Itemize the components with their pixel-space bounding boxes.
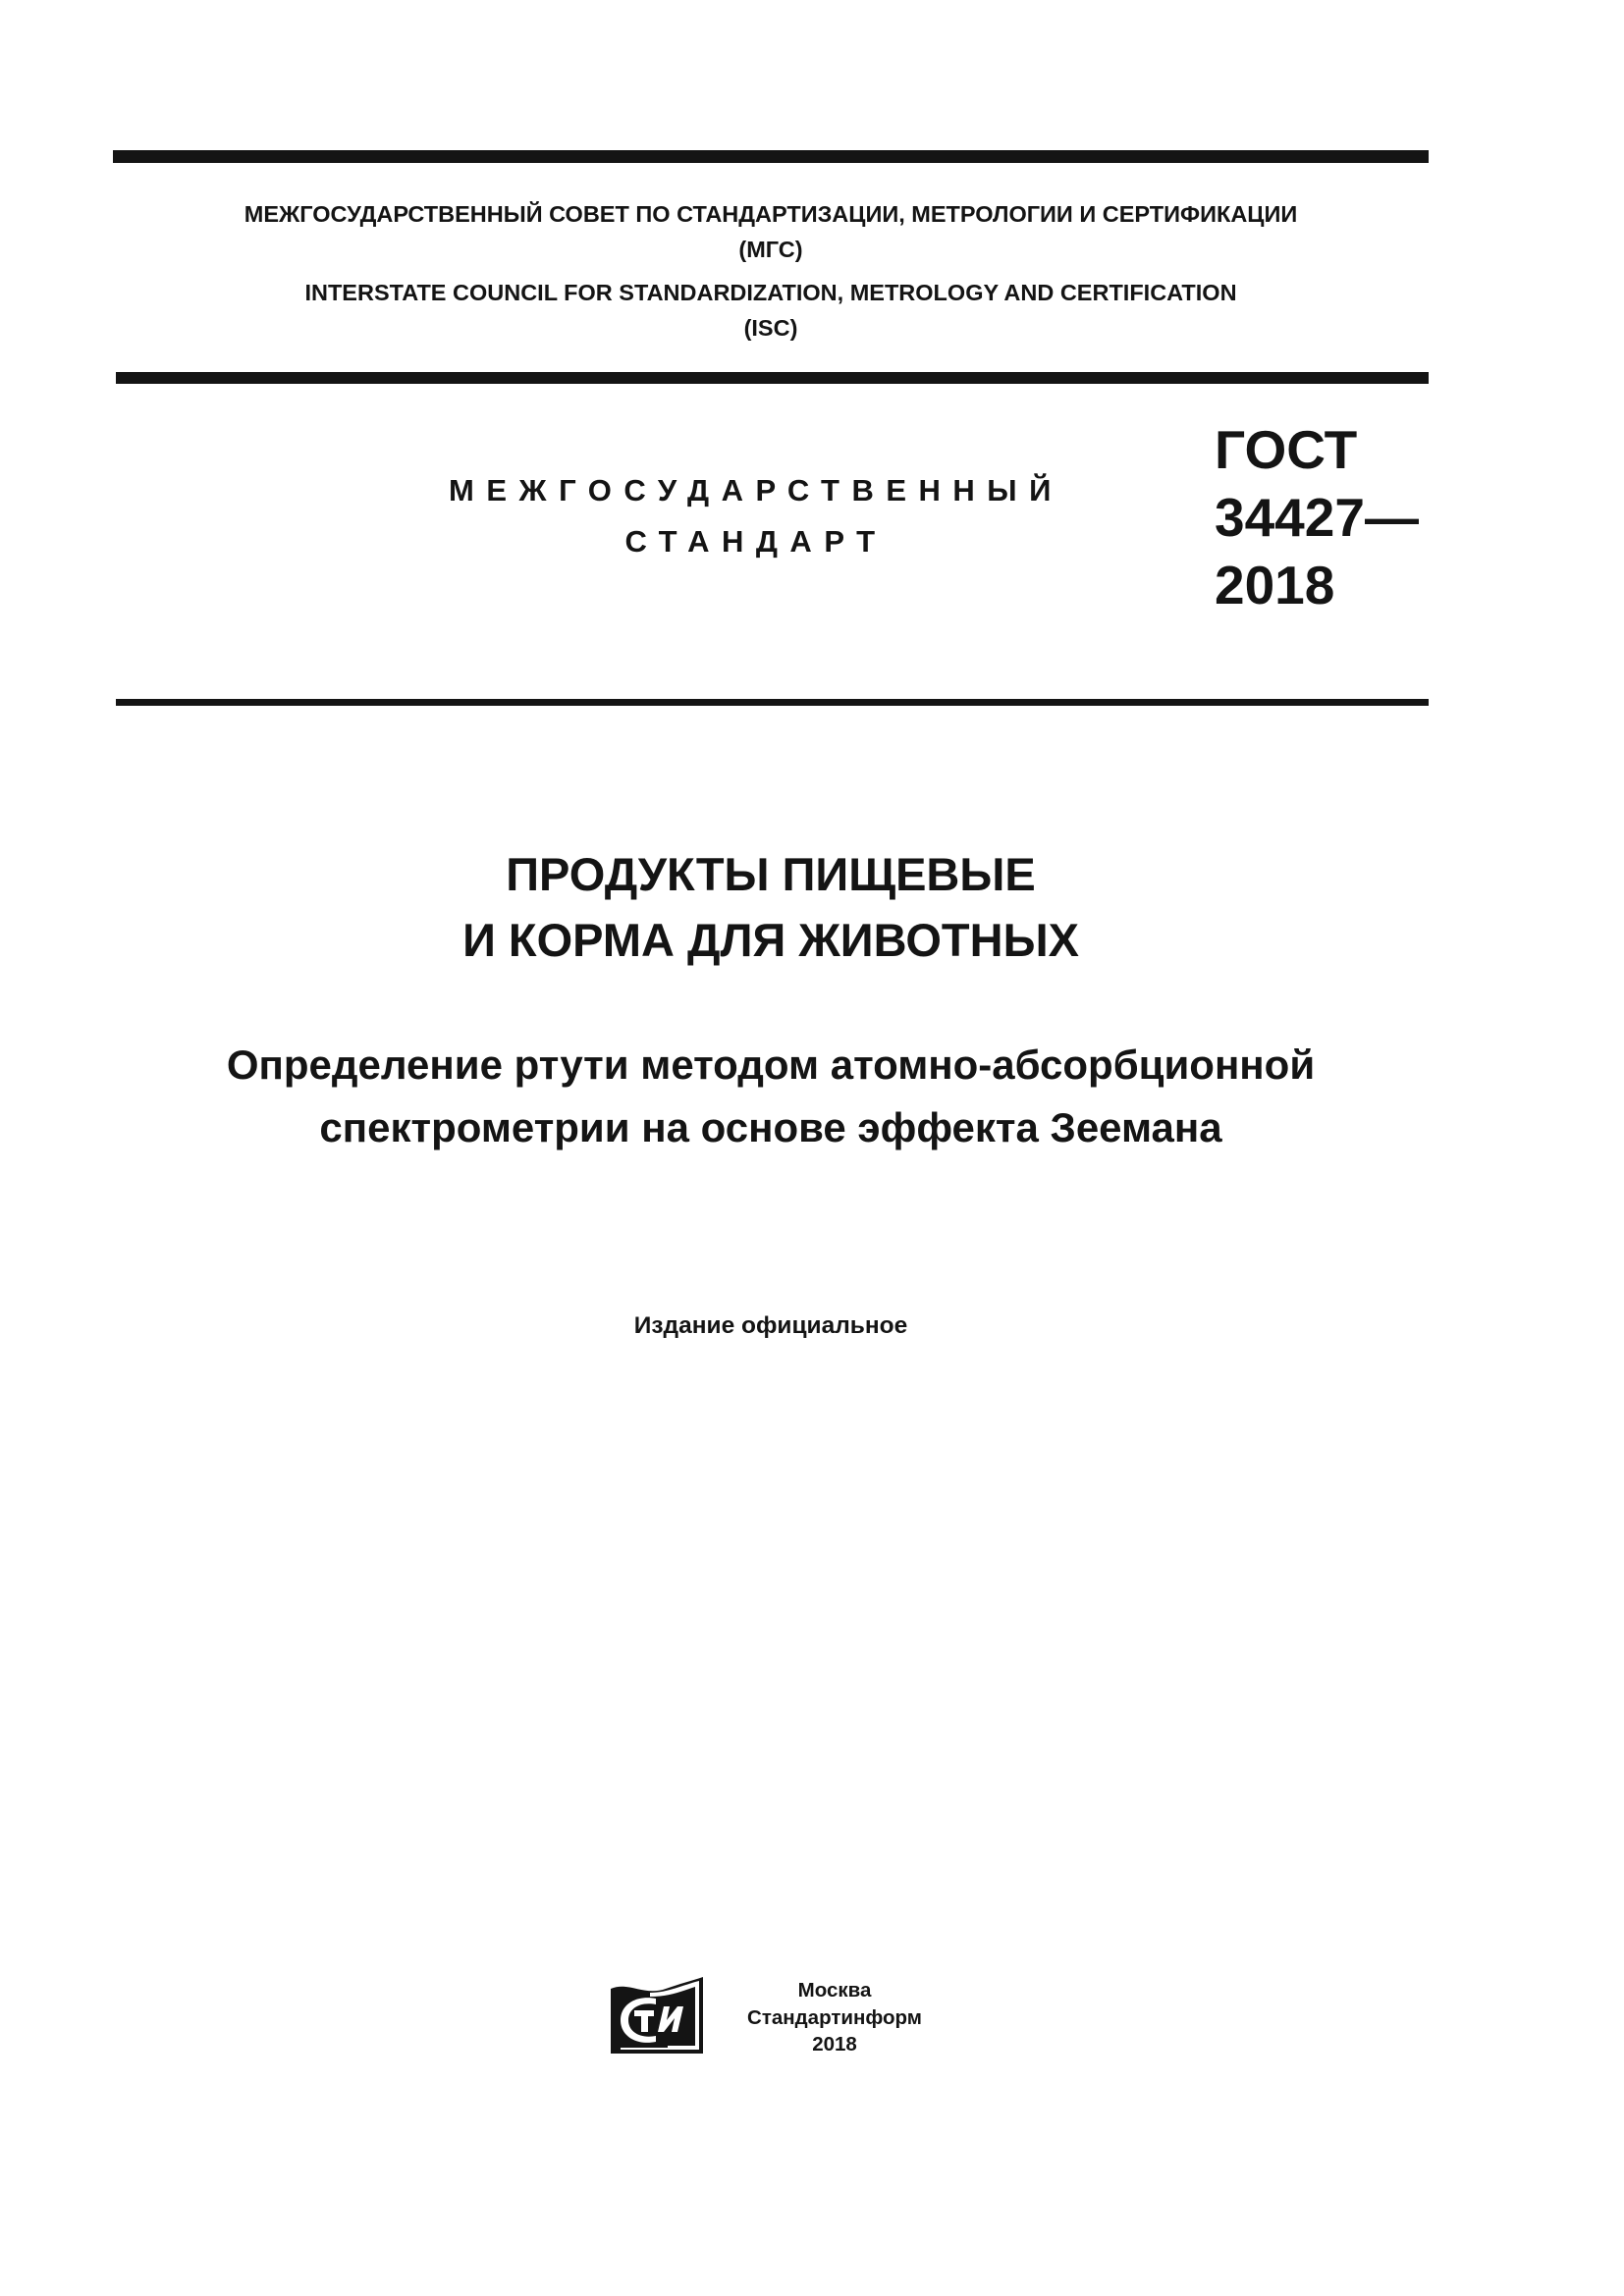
designation-rule xyxy=(116,699,1429,706)
council-abbr-ru: (МГС) xyxy=(738,237,803,262)
publisher-info xyxy=(727,1977,943,2058)
council-name-ru: МЕЖГОСУДАРСТВЕННЫЙ СОВЕТ ПО СТАНДАРТИЗАЦИИ, МЕТРОЛОГИИ И СЕРТИФИКАЦИИ xyxy=(244,201,1298,227)
council-name-en: INTERSTATE COUNCIL FOR STANDARDIZATION, METROLOGY AND CERTIFICATION xyxy=(304,280,1237,305)
gost-number: 34427— xyxy=(1215,487,1419,548)
publisher-year: 2018 xyxy=(812,2033,857,2056)
council-abbr-en: (ISC) xyxy=(743,315,798,341)
council-header xyxy=(113,196,1429,346)
document-title xyxy=(113,841,1429,973)
gost-year: 2018 xyxy=(1215,555,1335,615)
standard-type-line1: МЕЖГОСУДАРСТВЕННЫЙ xyxy=(449,473,1063,507)
title-line2: И КОРМА ДЛЯ ЖИВОТНЫХ xyxy=(462,914,1079,966)
publisher-name: Стандартинформ xyxy=(747,2005,922,2029)
publisher-city: Москва xyxy=(797,1979,872,2002)
subtitle-line2: спектрометрии на основе эффекта Зеемана xyxy=(319,1104,1222,1150)
top-rule xyxy=(113,150,1429,163)
subtitle-line1: Определение ртути методом атомно-абсорбционной xyxy=(226,1041,1316,1088)
edition-label: Издание официальное xyxy=(633,1312,908,1339)
standartinform-logo-icon xyxy=(611,1977,705,2056)
gost-designation xyxy=(1215,416,1419,619)
gost-prefix: ГОСТ xyxy=(1215,419,1358,480)
title-line1: ПРОДУКТЫ ПИЩЕВЫЕ xyxy=(506,848,1036,900)
document-subtitle xyxy=(113,1034,1429,1159)
standard-type-line2: СТАНДАРТ xyxy=(624,524,888,559)
header-rule xyxy=(116,372,1429,384)
standard-type xyxy=(314,465,1198,567)
